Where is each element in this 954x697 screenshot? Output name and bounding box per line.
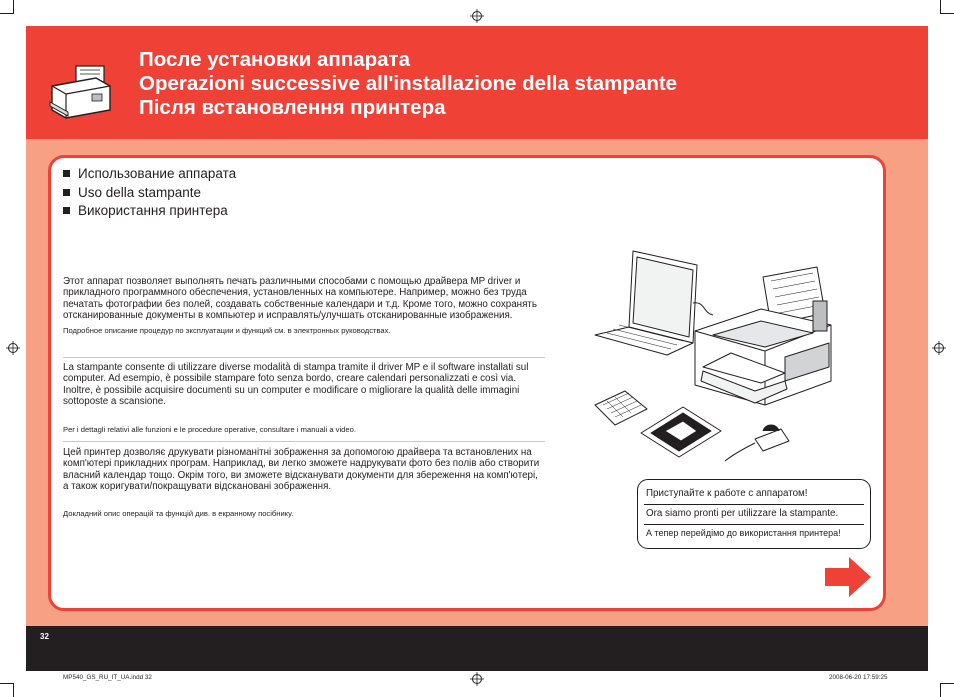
divider [63,357,545,358]
registration-mark-icon [932,341,946,355]
section-item-it: Uso della stampante [63,184,236,203]
next-step-ua: А тепер перейдімо до використання принтера! [646,528,841,538]
it-text-block [63,362,545,435]
registration-mark-icon [6,341,20,355]
title-ua: Після встановлення принтера [139,96,446,119]
title-it: Operazioni successive all'installazione della stampante [139,72,678,95]
ru-body: Этот аппарат позволяет выполнять печать различными способами с помощью драйвера MP driver и прикладного программного обеспечения, установленных на компьютере. Например, можно без труда печатать фотографии без полей, создавать собственные календари и т.д. Кроме того, можно сохранять отсканированные документы в компьютер и исправлять/улучшать отсканированные изображения. [63,276,537,322]
crop-mark [0,13,14,14]
slug-date: 2008-06-20 17:59:25 [829,674,888,681]
divider [644,524,864,525]
crop-mark [13,683,14,697]
ru-text-block [63,276,545,336]
crop-mark [940,683,954,684]
ua-body: Цей принтер дозволяє друкувати різноманітні зображення за допомогою драйвера та встановлених на комп'ютері прикладних програм. Наприклад, ви легко зможете надрукувати фото без полів або створити власний календар тощо. Окрім того, ви зможете відсканувати документи для збереження на комп'ютері, а також коригувати/покращувати відскановані зображення. [63,447,540,493]
crop-mark [940,13,954,14]
ua-note: Докладний опис операцій та функцій див. в екранному посібнику. [63,508,294,518]
next-step-box [637,479,871,549]
registration-mark-icon [470,672,484,686]
page-header [26,26,928,139]
section-list [63,165,236,221]
ua-text-block [63,447,545,519]
page-footer [26,626,928,671]
crop-mark [13,0,14,14]
page-number: 32 [40,632,49,641]
next-arrow-icon[interactable] [823,555,873,599]
crop-mark [940,0,941,14]
it-note: Per i dettagli relativi alle funzioni e le procedure operative, consultare i manuali a video. [63,424,356,434]
crop-mark [940,683,941,697]
printer-icon [46,64,116,124]
divider [63,441,545,442]
next-step-ru: Приступайте к работе с аппаратом! [646,488,808,499]
section-item-ru: Использование аппарата [63,165,236,184]
section-item-ua: Використання принтера [63,202,236,221]
page-title [139,48,677,120]
laptop-printer-illustration [585,243,850,468]
divider [644,504,864,505]
crop-mark [0,683,14,684]
slug-file: MP540_GS_RU_IT_UA.indd 32 [63,674,152,681]
ru-note: Подробное описание процедур по эксплуатации и функций см. в электронных руководствах. [63,325,391,335]
title-ru: После установки аппарата [139,48,410,71]
it-body: La stampante consente di utilizzare diverse modalità di stampa tramite il driver MP e il software installati sul computer. Ad esempio, è possibile stampare foto senza bordo, creare calendari personalizzati e così via. Inoltre, è possibile acquisire documenti su un computer e modificare o migliorare la qualità delle immagini sottoposte a scansione. [63,362,529,408]
registration-mark-icon [470,9,484,23]
next-step-it: Ora siamo pronti per utilizzare la stampante. [646,508,839,519]
